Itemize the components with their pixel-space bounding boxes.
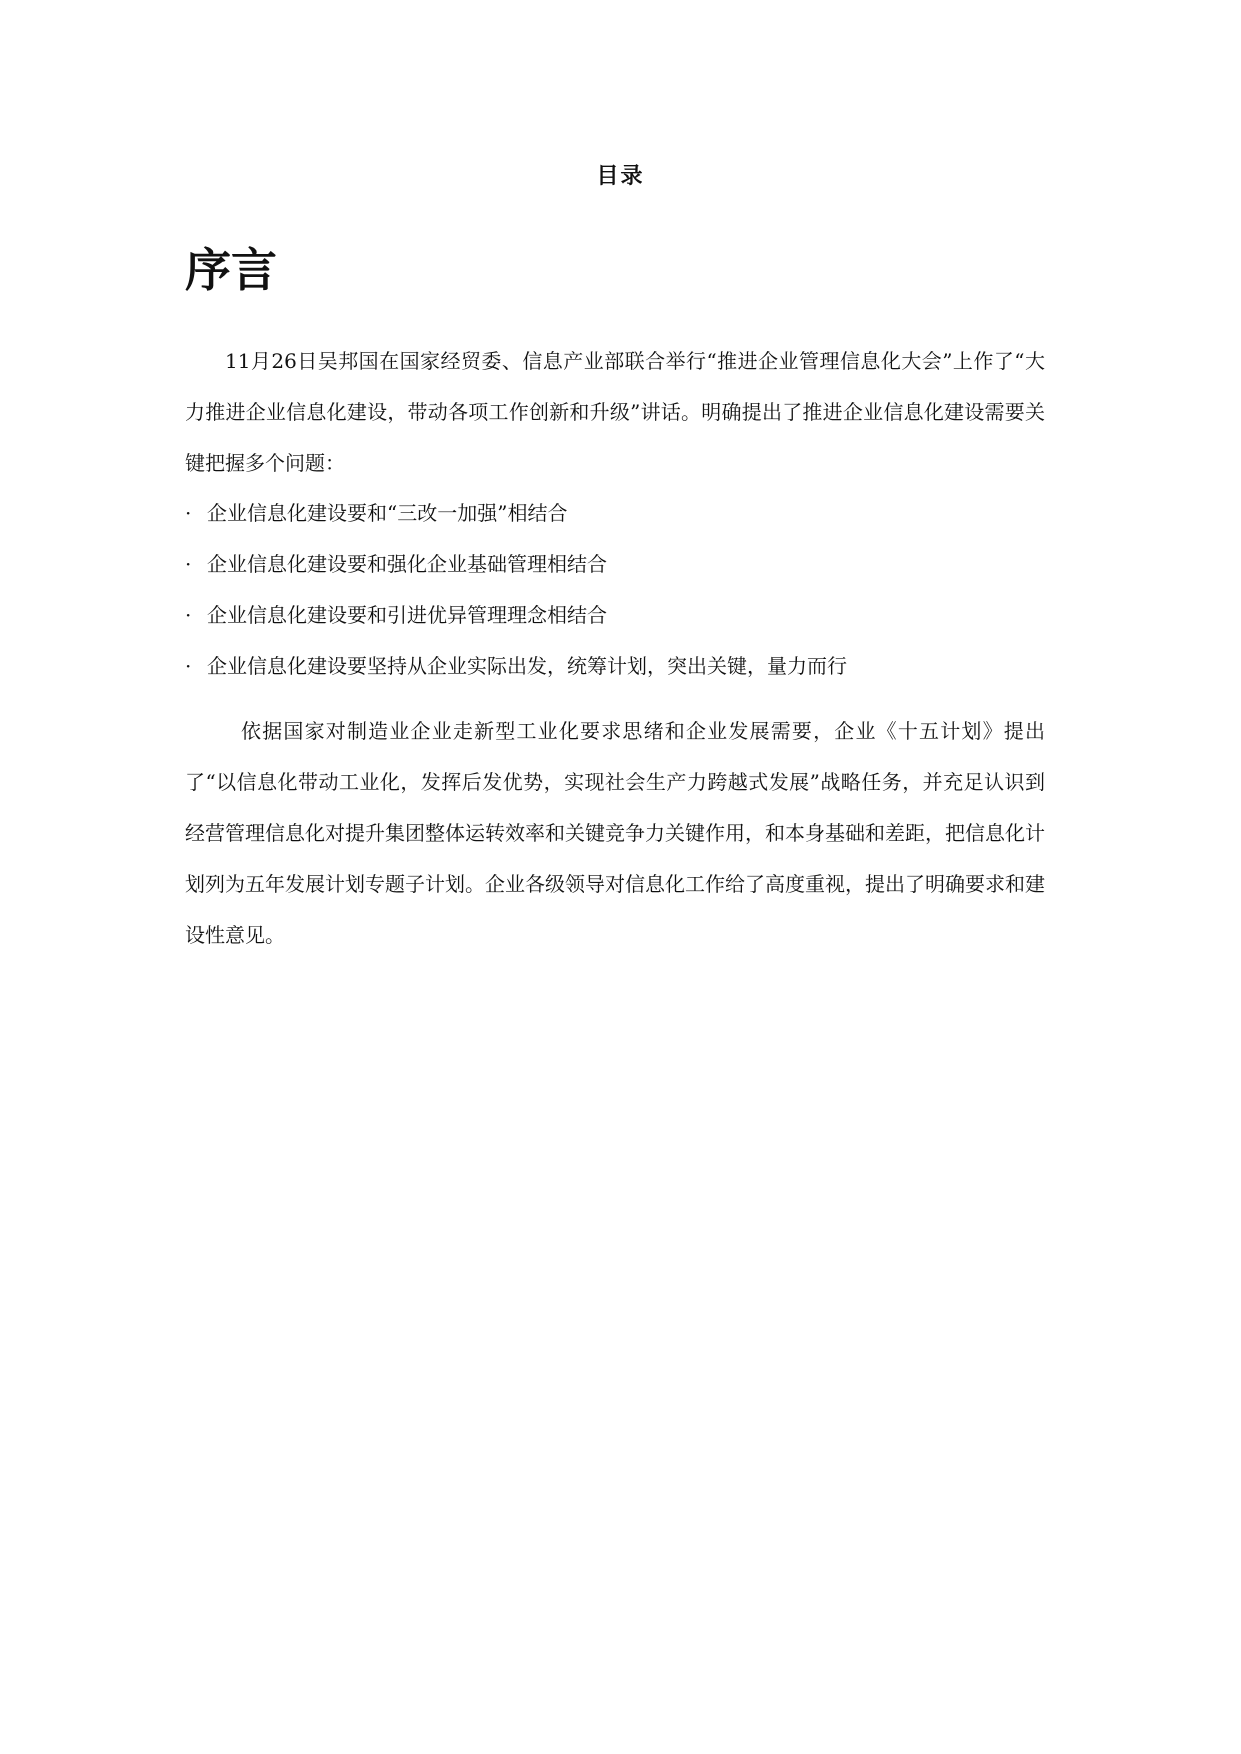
bullet-text: 企业信息化建设要和强化企业基础管理相结合 bbox=[207, 552, 607, 576]
intro-paragraph: 11月26日吴邦国在国家经贸委、信息产业部联合举行“推进企业管理信息化大会”上作了“大力推进企业信息化建设，带动各项工作创新和升级”讲话。明确提出了推进企业信息化建设需要关键把握多个问题： bbox=[185, 349, 1045, 475]
bullet-list bbox=[185, 488, 1045, 692]
bullet-text: 企业信息化建设要和引进优异管理理念相结合 bbox=[207, 603, 607, 627]
bullet-dot-icon: · bbox=[185, 501, 192, 525]
list-item bbox=[185, 488, 1045, 539]
bullet-text: 企业信息化建设要和“三改一加强”相结合 bbox=[207, 501, 568, 525]
bullet-dot-icon: · bbox=[185, 552, 192, 576]
list-item bbox=[185, 539, 1045, 590]
bullet-text: 企业信息化建设要坚持从企业实际出发，统筹计划，突出关键，量力而行 bbox=[207, 654, 847, 678]
list-item bbox=[185, 590, 1045, 641]
preface-heading: 序言 bbox=[185, 243, 277, 297]
list-item bbox=[185, 641, 1045, 692]
toc-title: 目录 bbox=[596, 163, 645, 189]
bullet-dot-icon: · bbox=[185, 654, 192, 678]
strategy-paragraph: 依据国家对制造业企业走新型工业化要求思绪和企业发展需要，企业《十五计划》提出了“以信息化带动工业化，发挥后发优势，实现社会生产力跨越式发展”战略任务，并充足认识到经营管理信息化对提升集团整体运转效率和关键竞争力关键作用，和本身基础和差距，把信息化计划列为五年发展计划专题子计划。企业各级领导对信息化工作给了高度重视，提出了明确要求和建设性意见。 bbox=[185, 719, 1045, 947]
bullet-dot-icon: · bbox=[185, 603, 192, 627]
